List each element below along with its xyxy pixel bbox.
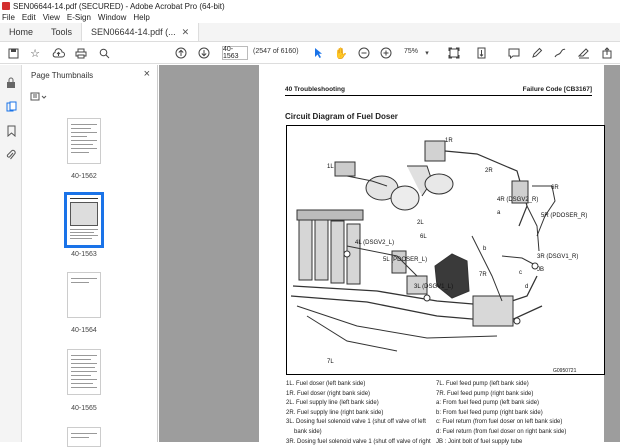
callout-2l: 2L bbox=[417, 220, 424, 226]
attachment-icon[interactable] bbox=[5, 149, 17, 161]
tab-home-label: Home bbox=[9, 27, 34, 37]
close-panel-icon[interactable]: × bbox=[143, 68, 150, 80]
window-titlebar bbox=[0, 0, 620, 12]
callout-1r: 1R bbox=[445, 138, 453, 144]
chevron-down-icon[interactable]: ▾ bbox=[425, 50, 429, 57]
menu-window[interactable]: Window bbox=[97, 13, 127, 22]
page-thumbnails-panel bbox=[22, 65, 158, 442]
tab-bar bbox=[0, 23, 620, 42]
page-number-input[interactable]: 40-1563 bbox=[222, 46, 248, 60]
tab-tools-label: Tools bbox=[51, 27, 73, 37]
thumbnail-label: 40-1565 bbox=[71, 405, 97, 412]
callout-4l: 4L (DSGV2_L) bbox=[355, 240, 395, 246]
legend-right-column bbox=[436, 380, 606, 447]
legend-item: b: From fuel feed pump (right bank side) bbox=[436, 409, 543, 416]
scroll-mode-icon[interactable] bbox=[474, 45, 488, 61]
callout-jb: JB bbox=[537, 267, 545, 273]
legend-item: 7L. Fuel feed pump (left bank side) bbox=[436, 381, 529, 387]
thumbnail-page[interactable] bbox=[67, 272, 101, 318]
legend-item: 1R. Fuel doser (right bank side) bbox=[286, 390, 371, 397]
menu-file[interactable]: File bbox=[2, 13, 15, 22]
callout-b: b bbox=[483, 246, 487, 252]
save-icon[interactable] bbox=[6, 45, 20, 61]
menu-view[interactable]: View bbox=[42, 13, 60, 22]
callout-4r: 4R (DSGV2_R) bbox=[497, 197, 539, 203]
menu-help[interactable]: Help bbox=[133, 13, 150, 22]
legend-item: 2R. Fuel supply line (right bank side) bbox=[286, 409, 384, 416]
comment-icon[interactable] bbox=[507, 45, 521, 61]
draw-icon[interactable] bbox=[553, 45, 567, 61]
bookmark-icon[interactable] bbox=[5, 125, 17, 137]
close-tab-icon[interactable]: ✕ bbox=[181, 26, 190, 37]
acrobat-app-icon bbox=[2, 2, 10, 10]
legend-item: 7R. Fuel feed pump (right bank side) bbox=[436, 390, 534, 397]
callout-2r: 2R bbox=[485, 168, 493, 174]
legend-item: 2L. Fuel supply line (left bank side) bbox=[286, 400, 379, 407]
sign-icon[interactable] bbox=[577, 45, 591, 61]
callout-6r: 6R bbox=[551, 185, 559, 191]
diagram-drawing bbox=[287, 126, 604, 374]
zoom-out-icon[interactable] bbox=[357, 45, 371, 61]
legend-item: a: From fuel feed pump (left bank side) bbox=[436, 400, 540, 407]
thumbnail-options-icon[interactable] bbox=[30, 92, 50, 104]
highlight-pen-icon[interactable] bbox=[530, 45, 544, 61]
thumbnail-page[interactable] bbox=[67, 349, 101, 395]
callout-1l: 1L bbox=[327, 164, 334, 170]
thumbnail-label: 40-1564 bbox=[71, 327, 97, 334]
tab-document[interactable] bbox=[81, 23, 199, 41]
select-cursor-icon[interactable] bbox=[312, 45, 324, 61]
legend-left-column bbox=[286, 380, 436, 447]
page-thumbnails-icon[interactable] bbox=[5, 101, 17, 113]
menu-edit[interactable]: Edit bbox=[21, 13, 36, 22]
tab-home[interactable] bbox=[0, 23, 42, 41]
window-title: SEN06644-14.pdf (SECURED) - Adobe Acrobat Pro (64-bit) bbox=[13, 1, 225, 11]
fit-page-icon[interactable] bbox=[446, 45, 462, 61]
header-rule bbox=[285, 95, 592, 96]
callout-5r: 5R (PDOSER_R) bbox=[541, 213, 588, 219]
previous-page-icon[interactable] bbox=[174, 45, 188, 61]
callout-c: c bbox=[519, 270, 522, 276]
callout-5l: 5L (PDOSER_L) bbox=[383, 257, 428, 263]
page-header-section: 40 Troubleshooting bbox=[285, 86, 345, 93]
fuel-doser-diagram bbox=[286, 125, 605, 375]
legend-item: 3R. Dosing fuel solenoid valve 1 (shut off valve of right bbox=[286, 438, 431, 445]
callout-a: a bbox=[497, 210, 501, 216]
menu-bar bbox=[0, 12, 620, 23]
menu-esign[interactable]: E-Sign bbox=[66, 13, 91, 22]
print-icon[interactable] bbox=[74, 45, 88, 61]
bookmark-star-icon[interactable]: ☆ bbox=[30, 47, 40, 60]
thumbnail-page[interactable] bbox=[67, 427, 101, 447]
legend-item: d: Fuel return (from fuel doser on right bank side) bbox=[436, 428, 567, 435]
next-page-icon[interactable] bbox=[197, 45, 211, 61]
callout-d: d bbox=[525, 284, 529, 290]
panel-title: Page Thumbnails bbox=[31, 71, 94, 80]
upload-cloud-icon[interactable] bbox=[51, 45, 65, 61]
thumbnail-page-selected[interactable] bbox=[64, 192, 104, 248]
share-icon[interactable] bbox=[600, 45, 614, 61]
legend-item: bank side) bbox=[294, 428, 322, 435]
callout-7r: 7R bbox=[479, 272, 487, 278]
legend-item: 1L. Fuel doser (left bank side) bbox=[286, 381, 366, 387]
callout-7l: 7L bbox=[327, 359, 334, 365]
tab-tools[interactable] bbox=[42, 23, 81, 41]
legend-item: c: Fuel return (from fuel doser on left bank side) bbox=[436, 419, 563, 426]
lock-icon[interactable] bbox=[5, 77, 17, 89]
page-title: Circuit Diagram of Fuel Doser bbox=[285, 112, 398, 121]
thumbnail-page[interactable] bbox=[67, 118, 101, 164]
callout-3r: 3R (DSGV1_R) bbox=[537, 254, 579, 260]
zoom-in-icon[interactable] bbox=[379, 45, 393, 61]
page-count: (2547 of 6160) bbox=[253, 48, 299, 55]
main-toolbar bbox=[0, 42, 620, 64]
page-header-code: Failure Code [CB3167] bbox=[522, 86, 592, 93]
search-icon[interactable] bbox=[97, 45, 111, 61]
hand-tool-icon[interactable]: ✋ bbox=[334, 47, 348, 60]
legend-item: 3L. Dosing fuel solenoid valve 1 (shut off valve of left bbox=[286, 419, 426, 426]
tab-document-label: SEN06644-14.pdf (... bbox=[91, 27, 176, 37]
callout-3l: 3L (DSGV1_L) bbox=[414, 284, 454, 290]
callout-6l: 6L bbox=[420, 234, 427, 240]
legend-item: JB : Joint bolt of fuel supply tube bbox=[436, 438, 523, 445]
thumbnail-label: 40-1563 bbox=[71, 251, 97, 258]
zoom-level-dropdown[interactable]: 75% bbox=[404, 48, 419, 55]
left-navigation-rail bbox=[0, 65, 22, 442]
figure-id: G0950721 bbox=[553, 368, 577, 374]
thumbnail-label: 40-1562 bbox=[71, 173, 97, 180]
